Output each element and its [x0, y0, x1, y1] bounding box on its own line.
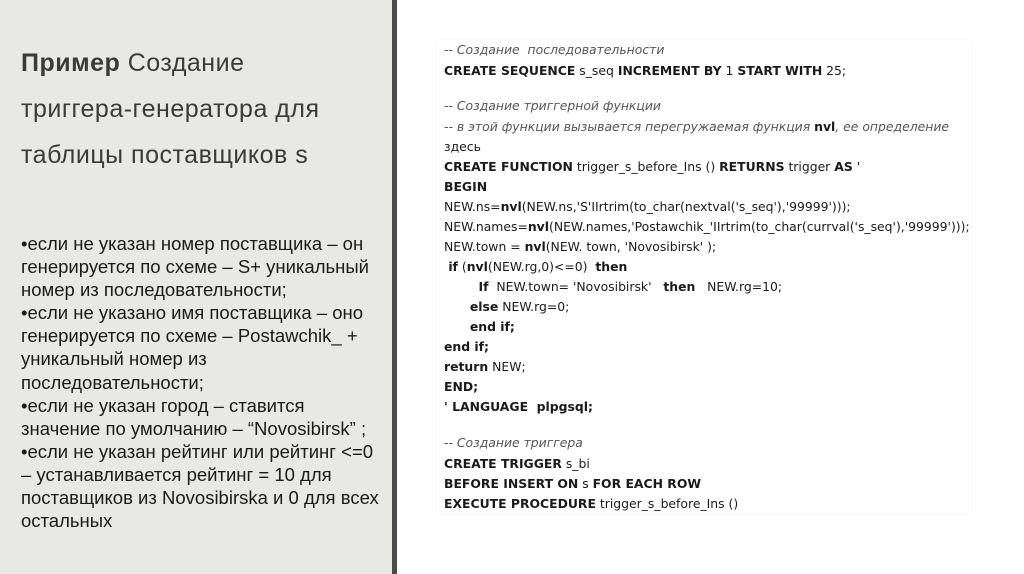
code-comment: -- в этой функции вызывается перегружаемая функция nvl, ее определение [444, 119, 950, 134]
title-line-2: триггера-генератора для [21, 95, 320, 123]
code-block [437, 40, 971, 514]
bullet-item: •если не указано имя поставщика – оно генерируется по схеме – Postawchik_ + уникальный номер из последовательности; [21, 302, 364, 393]
title-line-3: таблицы поставщиков s [21, 141, 309, 169]
code-line: ' LANGUAGE plpgsql; [444, 399, 593, 414]
code-comment: -- Создание последовательности [444, 42, 665, 57]
bullet-item: •если не указан номер поставщика – он генерируется по схеме – S+ уникальный номер из последовательности; [21, 233, 369, 301]
code-line: NEW.town = nvl(NEW. town, 'Novosibirsk' ); [444, 239, 717, 254]
title-rest: Создание [120, 49, 245, 77]
vertical-divider [392, 0, 397, 574]
code-line: NEW.names=nvl(NEW.names,'Postawchik_'IIrtrim(to_char(currval('s_seq'),'99999'))); [444, 219, 970, 234]
code-line: else NEW.rg=0; [444, 299, 570, 314]
left-panel [0, 0, 392, 574]
code-comment: -- Создание триггерной функции [444, 98, 661, 113]
bullet-item: •если не указан рейтинг или рейтинг <=0 – устанавливается рейтинг = 10 для поставщиков из Novosibirska и 0 для всех остальных [21, 440, 379, 532]
bullet-item: •если не указан город – ставится значение по умолчанию – “Novosibirsk” ; [21, 394, 367, 439]
slide-title [21, 40, 381, 178]
code-line: If NEW.town= 'Novosibirsk' then NEW.rg=10; [444, 279, 783, 294]
code-line: здесь [444, 139, 481, 154]
code-line: END; [444, 379, 479, 394]
code-line: NEW.ns=nvl(NEW.ns,'S'IIrtrim(to_char(nextval('s_seq'),'99999'))); [444, 199, 851, 214]
code-line: if (nvl(NEW.rg,0)<=0) then [444, 259, 628, 274]
code-line: end if; [444, 339, 490, 354]
code-line: BEGIN [444, 179, 488, 194]
code-line: CREATE FUNCTION trigger_s_before_Ins () RETURNS trigger AS ' [444, 159, 861, 174]
code-line: end if; [444, 319, 515, 334]
title-bold: Пример [21, 49, 121, 77]
bullet-list [21, 232, 383, 532]
code-line: CREATE TRIGGER s_bi [444, 456, 590, 471]
code-line: return NEW; [444, 359, 526, 374]
code-line: CREATE SEQUENCE s_seq INCREMENT BY 1 START WITH 25; [444, 63, 847, 78]
code-line: BEFORE INSERT ON s FOR EACH ROW [444, 476, 702, 491]
code-line: EXECUTE PROCEDURE trigger_s_before_Ins () [444, 496, 739, 511]
code-comment: -- Создание триггера [444, 435, 583, 450]
